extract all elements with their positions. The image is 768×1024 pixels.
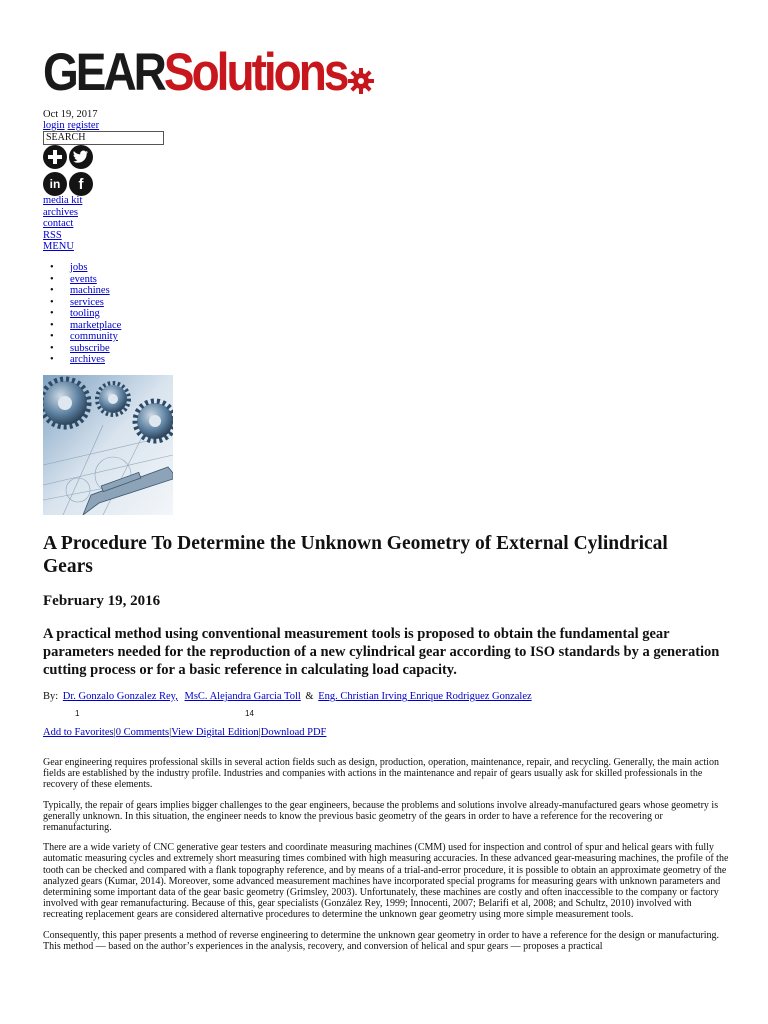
menu-item-services xyxy=(66,297,121,309)
author-link-2[interactable]: MsC. Alejandra Garcia Toll xyxy=(184,691,301,702)
menu-item-community xyxy=(66,331,121,343)
share-count-1: 1 xyxy=(75,709,80,718)
gears-blueprint-illustration xyxy=(43,375,173,515)
comments-link[interactable]: 0 Comments xyxy=(115,727,170,738)
separator: | xyxy=(169,727,172,738)
article-actions xyxy=(43,727,326,738)
separator: | xyxy=(113,727,116,738)
menu-item-jobs xyxy=(66,262,121,274)
view-digital-edition-link[interactable]: View Digital Edition xyxy=(171,727,259,738)
menu-link-jobs[interactable]: jobs xyxy=(70,262,88,273)
menu-link-tooling[interactable]: tooling xyxy=(70,308,100,319)
article-title: A Procedure To Determine the Unknown Geometry of External Cylindrical Gears xyxy=(43,533,668,577)
media-kit-link[interactable]: media kit xyxy=(43,195,83,206)
auth-links xyxy=(43,120,102,131)
current-date: Oct 19, 2017 xyxy=(43,109,98,120)
byline xyxy=(43,691,534,702)
download-pdf-link[interactable]: Download PDF xyxy=(260,727,327,738)
body-paragraph: Consequently, this paper presents a method of reverse engineering to determine the unknown gear geometry in order to have a reference for the design or manufacturing. This method — based on the author’s experiences in the analysis, recovery, and conversion of helical and spur gears — proposes a practical xyxy=(43,929,720,952)
menu-link-machines[interactable]: machines xyxy=(70,285,110,296)
article-date: February 19, 2016 xyxy=(43,593,161,609)
utility-links xyxy=(43,195,82,253)
byline-label: By: xyxy=(43,691,59,702)
facebook-icon[interactable]: f xyxy=(69,172,93,196)
main-menu xyxy=(66,262,121,366)
menu-link-services[interactable]: services xyxy=(70,296,104,308)
social-icons xyxy=(43,145,95,199)
site-logo[interactable] xyxy=(43,41,374,102)
body-paragraph: Gear engineering requires professional skills in several action fields such as design, production, operation, maintenance, repair, and recycling. Generally, the main action fields are established by the industry profile. Industries and companies with actions in the maintenance and repair of gears usually ask for skilled professionals in the recovery of these elements. xyxy=(43,757,719,791)
menu-item-subscribe xyxy=(66,343,121,355)
search-input[interactable]: SEARCH xyxy=(43,131,164,145)
twitter-icon[interactable] xyxy=(69,145,93,169)
menu-link[interactable]: MENU xyxy=(43,241,74,252)
add-to-favorites-link[interactable]: Add to Favorites xyxy=(43,727,114,738)
register-link[interactable]: register xyxy=(67,120,100,131)
gear-icon xyxy=(348,68,374,94)
body-paragraph: There are a wide variety of CNC generative gear testers and coordinate measuring machines (CMM) used for inspection and control of spur and helical gears with fully automatic measuring cycles and extremely short measuring times combined with high measuring accuracies. In these advanced gear-measuring machines, the profile of the tooth can be checked and compared with a flank topography reference, and by means of a trial-and-error procedure, it is possible to obtain an approximate geometry of the analyzed gears (Kumar, 2014). Moreover, some advanced measurement machines have incorporated special programs for measuring gears with unknown parameters and determining some important data of the gear basic geometry (Grimsley, 2003). Unfortunately, these machines are costly and often inaccessible to the company or factory involved with gear remanufacturing. Because of this, gear specialists (González Rey, 1999; Innocenti, 2007; Belarifi et al, 2008; and Schultz, 2010) involved with recreating replacement gears are considered alternative procedures to determine the unknown gear geometry using more simple measurement tools. xyxy=(43,842,729,921)
separator: | xyxy=(258,727,261,738)
rss-link[interactable]: RSS xyxy=(43,229,62,241)
contact-link[interactable]: contact xyxy=(43,218,74,229)
menu-link-events[interactable]: events xyxy=(70,273,97,285)
plus-icon[interactable] xyxy=(43,145,67,169)
logo-text-gear: GEAR xyxy=(43,41,164,102)
article-body xyxy=(43,757,733,961)
menu-link-community[interactable]: community xyxy=(70,331,118,342)
logo-text-solutions: Solutions xyxy=(163,41,347,102)
menu-item-events xyxy=(66,274,121,286)
menu-link-archives[interactable]: archives xyxy=(70,354,105,365)
archives-link[interactable]: archives xyxy=(43,206,78,218)
author-link-1[interactable]: Dr. Gonzalo Gonzalez Rey, xyxy=(62,691,178,702)
menu-item-tooling xyxy=(66,308,121,320)
menu-link-subscribe[interactable]: subscribe xyxy=(70,342,110,354)
menu-item-archives xyxy=(66,354,121,366)
body-paragraph: Typically, the repair of gears implies bigger challenges to the gear engineers, because the problems and solutions involve already-manufactured gears whose geometry is generally unknown. In this situation, the engineer needs to know the previous basic geometry of the gears in order to have a reference for the recovering or remanufacturing. xyxy=(43,799,719,834)
menu-item-marketplace xyxy=(66,320,121,332)
article-deck: A practical method using conventional measurement tools is proposed to obtain the fundamental gear parameters needed for the reproduction of a new cylindrical gear according to ISO standards by a generation cutting process or for a basic reference in calculating load capacity. xyxy=(43,626,720,678)
menu-link-marketplace[interactable]: marketplace xyxy=(70,319,122,331)
linkedin-icon[interactable]: in xyxy=(43,172,67,196)
share-counts xyxy=(43,709,733,721)
article-hero-image xyxy=(43,375,173,515)
menu-item-machines xyxy=(66,285,121,297)
login-link[interactable]: login xyxy=(43,120,65,131)
share-count-2: 14 xyxy=(245,709,254,718)
byline-amp: & xyxy=(305,691,314,702)
author-link-3[interactable]: Eng. Christian Irving Enrique Rodriguez Gonzalez xyxy=(318,691,532,702)
